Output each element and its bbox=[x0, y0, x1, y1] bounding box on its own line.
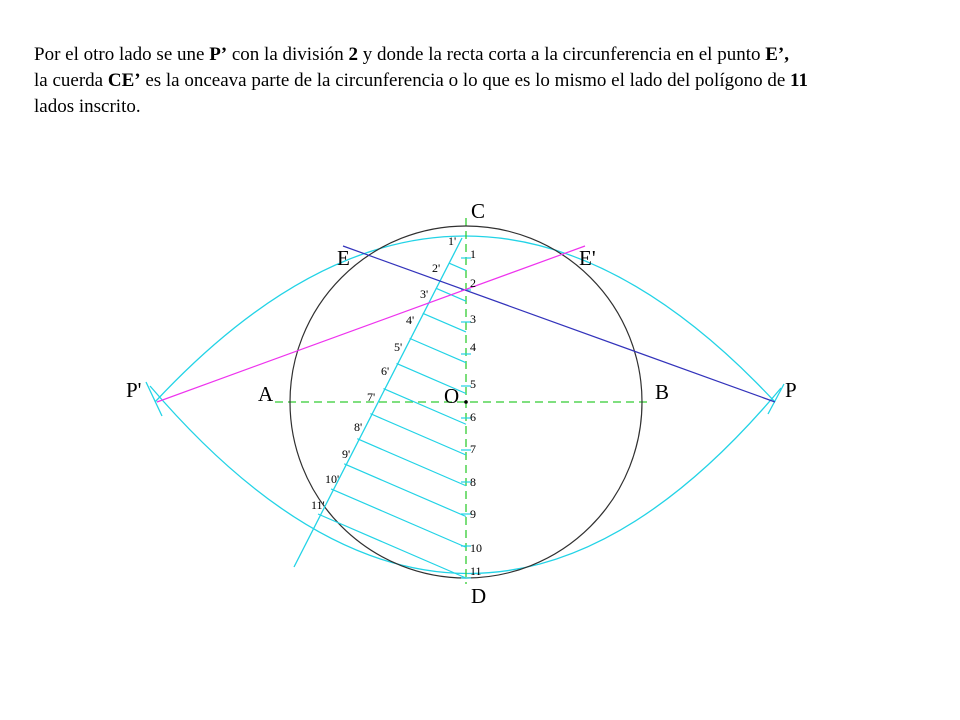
division-prime-label-8: 8' bbox=[354, 420, 363, 434]
division-label-1: 1 bbox=[470, 247, 476, 261]
caption-text-3: y donde la recta corta a la circunferencia en el punto bbox=[358, 44, 766, 65]
parallel-line-7 bbox=[370, 414, 466, 455]
p-arc-tick bbox=[768, 384, 784, 414]
point-label-c: C bbox=[471, 199, 486, 223]
caption-text-6: lados inscrito. bbox=[34, 96, 141, 117]
parallel-line-11 bbox=[318, 514, 466, 578]
division-prime-label-11: 11' bbox=[311, 498, 325, 512]
division-prime-label-4: 4' bbox=[406, 313, 415, 327]
division-prime-label-6: 6' bbox=[381, 364, 390, 378]
parallel-line-9 bbox=[344, 464, 466, 517]
division-prime-label-1: 1' bbox=[448, 234, 457, 248]
division-label-4: 4 bbox=[470, 340, 476, 354]
division-prime-label-5: 5' bbox=[394, 340, 403, 354]
division-label-5: 5 bbox=[470, 377, 476, 391]
division-label-10: 10 bbox=[470, 541, 482, 555]
division-prime-label-2: 2' bbox=[432, 261, 441, 275]
division-label-8: 8 bbox=[470, 475, 476, 489]
division-prime-label-3: 3' bbox=[420, 287, 429, 301]
parallel-line-4 bbox=[410, 338, 466, 362]
point-label-p-prime: P' bbox=[126, 378, 142, 402]
caption-bold-division: 2 bbox=[348, 44, 359, 65]
point-label-b: B bbox=[655, 380, 670, 404]
division-prime-label-7: 7' bbox=[367, 390, 376, 404]
caption-bold-p-prime: P’ bbox=[209, 44, 228, 65]
caption-text-1: Por el otro lado se une bbox=[34, 44, 210, 65]
caption-bold-eleven: 11 bbox=[790, 70, 808, 91]
division-prime-label-9: 9' bbox=[342, 447, 351, 461]
caption-text-5: es la onceava parte de la circunferencia o lo que es lo mismo el lado del polígono de bbox=[140, 70, 791, 91]
division-label-9: 9 bbox=[470, 507, 476, 521]
line-p-prime-to-e-prime bbox=[157, 246, 585, 402]
point-label-o: O bbox=[444, 384, 460, 408]
point-label-a: A bbox=[258, 382, 274, 406]
point-label-e-prime: E' bbox=[579, 246, 596, 270]
center-point-marker bbox=[464, 400, 468, 404]
point-label-p: P bbox=[785, 378, 797, 402]
p-prime-arc-tick bbox=[146, 382, 162, 416]
parallel-line-3 bbox=[423, 313, 466, 332]
parallel-line-1 bbox=[449, 263, 466, 270]
caption-text-2: con la división bbox=[227, 44, 349, 65]
point-label-e: E bbox=[337, 246, 350, 270]
upper-arc bbox=[155, 236, 775, 402]
division-label-3: 3 bbox=[470, 312, 476, 326]
parallel-line-8 bbox=[357, 439, 466, 486]
point-label-d: D bbox=[471, 584, 487, 608]
division-label-11: 11 bbox=[470, 564, 482, 578]
division-parallels bbox=[318, 263, 466, 578]
division-label-6: 6 bbox=[470, 410, 476, 424]
parallel-line-10 bbox=[331, 489, 466, 547]
caption-bold-e-prime: E’, bbox=[765, 44, 789, 65]
division-label-2: 2 bbox=[470, 276, 476, 290]
caption-bold-chord: CE’ bbox=[107, 70, 141, 91]
caption-text-4: la cuerda bbox=[34, 70, 108, 91]
division-prime-label-10: 10' bbox=[325, 472, 340, 486]
division-label-7: 7 bbox=[470, 442, 476, 456]
